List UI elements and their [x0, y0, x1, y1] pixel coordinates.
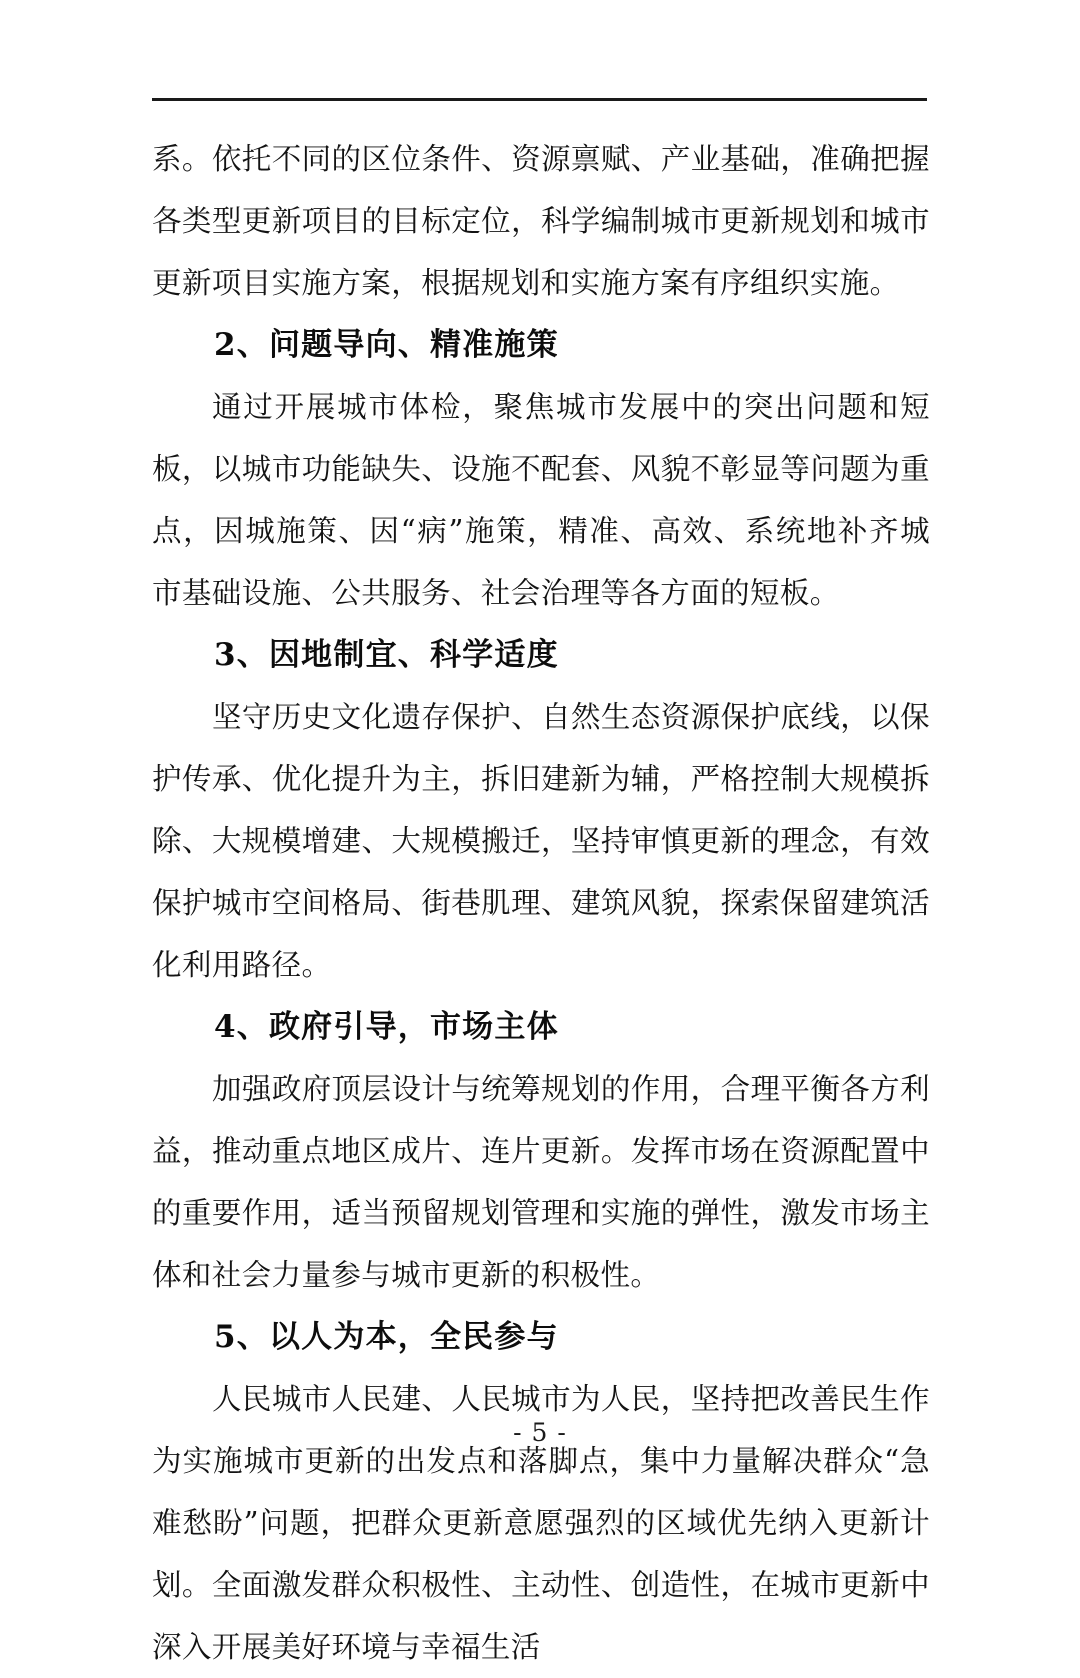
section-heading: 5、以人为本，全民参与: [214, 1319, 559, 1355]
paragraph: 人民城市人民建、人民城市为人民，坚持把改善民生作为实施城市更新的出发点和落脚点，集中力量解决群众“急难愁盼”问题，把群众更新意愿强烈的区域优先纳入更新计划。全面激发群众积极性、主动性、创造性，在城市更新中深入开展美好环境与幸福生活: [152, 1382, 930, 1664]
header-rule: [152, 98, 927, 101]
paragraph: 通过开展城市体检，聚焦城市发展中的突出问题和短板，以城市功能缺失、设施不配套、风貌不彰显等问题为重点，因城施策、因“病”施策，精准、高效、系统地补齐城市基础设施、公共服务、社会治理等各方面的短板。: [152, 390, 930, 610]
section-heading: 4、政府引导，市场主体: [214, 1009, 559, 1045]
paragraph: 加强政府顶层设计与统筹规划的作用，合理平衡各方利益，推动重点地区成片、连片更新。发挥市场在资源配置中的重要作用，适当预留规划管理和实施的弹性，激发市场主体和社会力量参与城市更新的积极性。: [152, 1072, 930, 1292]
page-number: - 5 -: [513, 1418, 567, 1447]
paragraph: 系。依托不同的区位条件、资源禀赋、产业基础，准确把握各类型更新项目的目标定位，科学编制城市更新规划和城市更新项目实施方案，根据规划和实施方案有序组织实施。: [152, 142, 930, 300]
paragraph: 坚守历史文化遗存保护、自然生态资源保护底线，以保护传承、优化提升为主，拆旧建新为辅，严格控制大规模拆除、大规模增建、大规模搬迁，坚持审慎更新的理念，有效保护城市空间格局、街巷肌理、建筑风貌，探索保留建筑活化利用路径。: [152, 700, 930, 982]
section-heading: 3、因地制宜、科学适度: [214, 637, 559, 673]
section-heading: 2、问题导向、精准施策: [214, 327, 559, 363]
